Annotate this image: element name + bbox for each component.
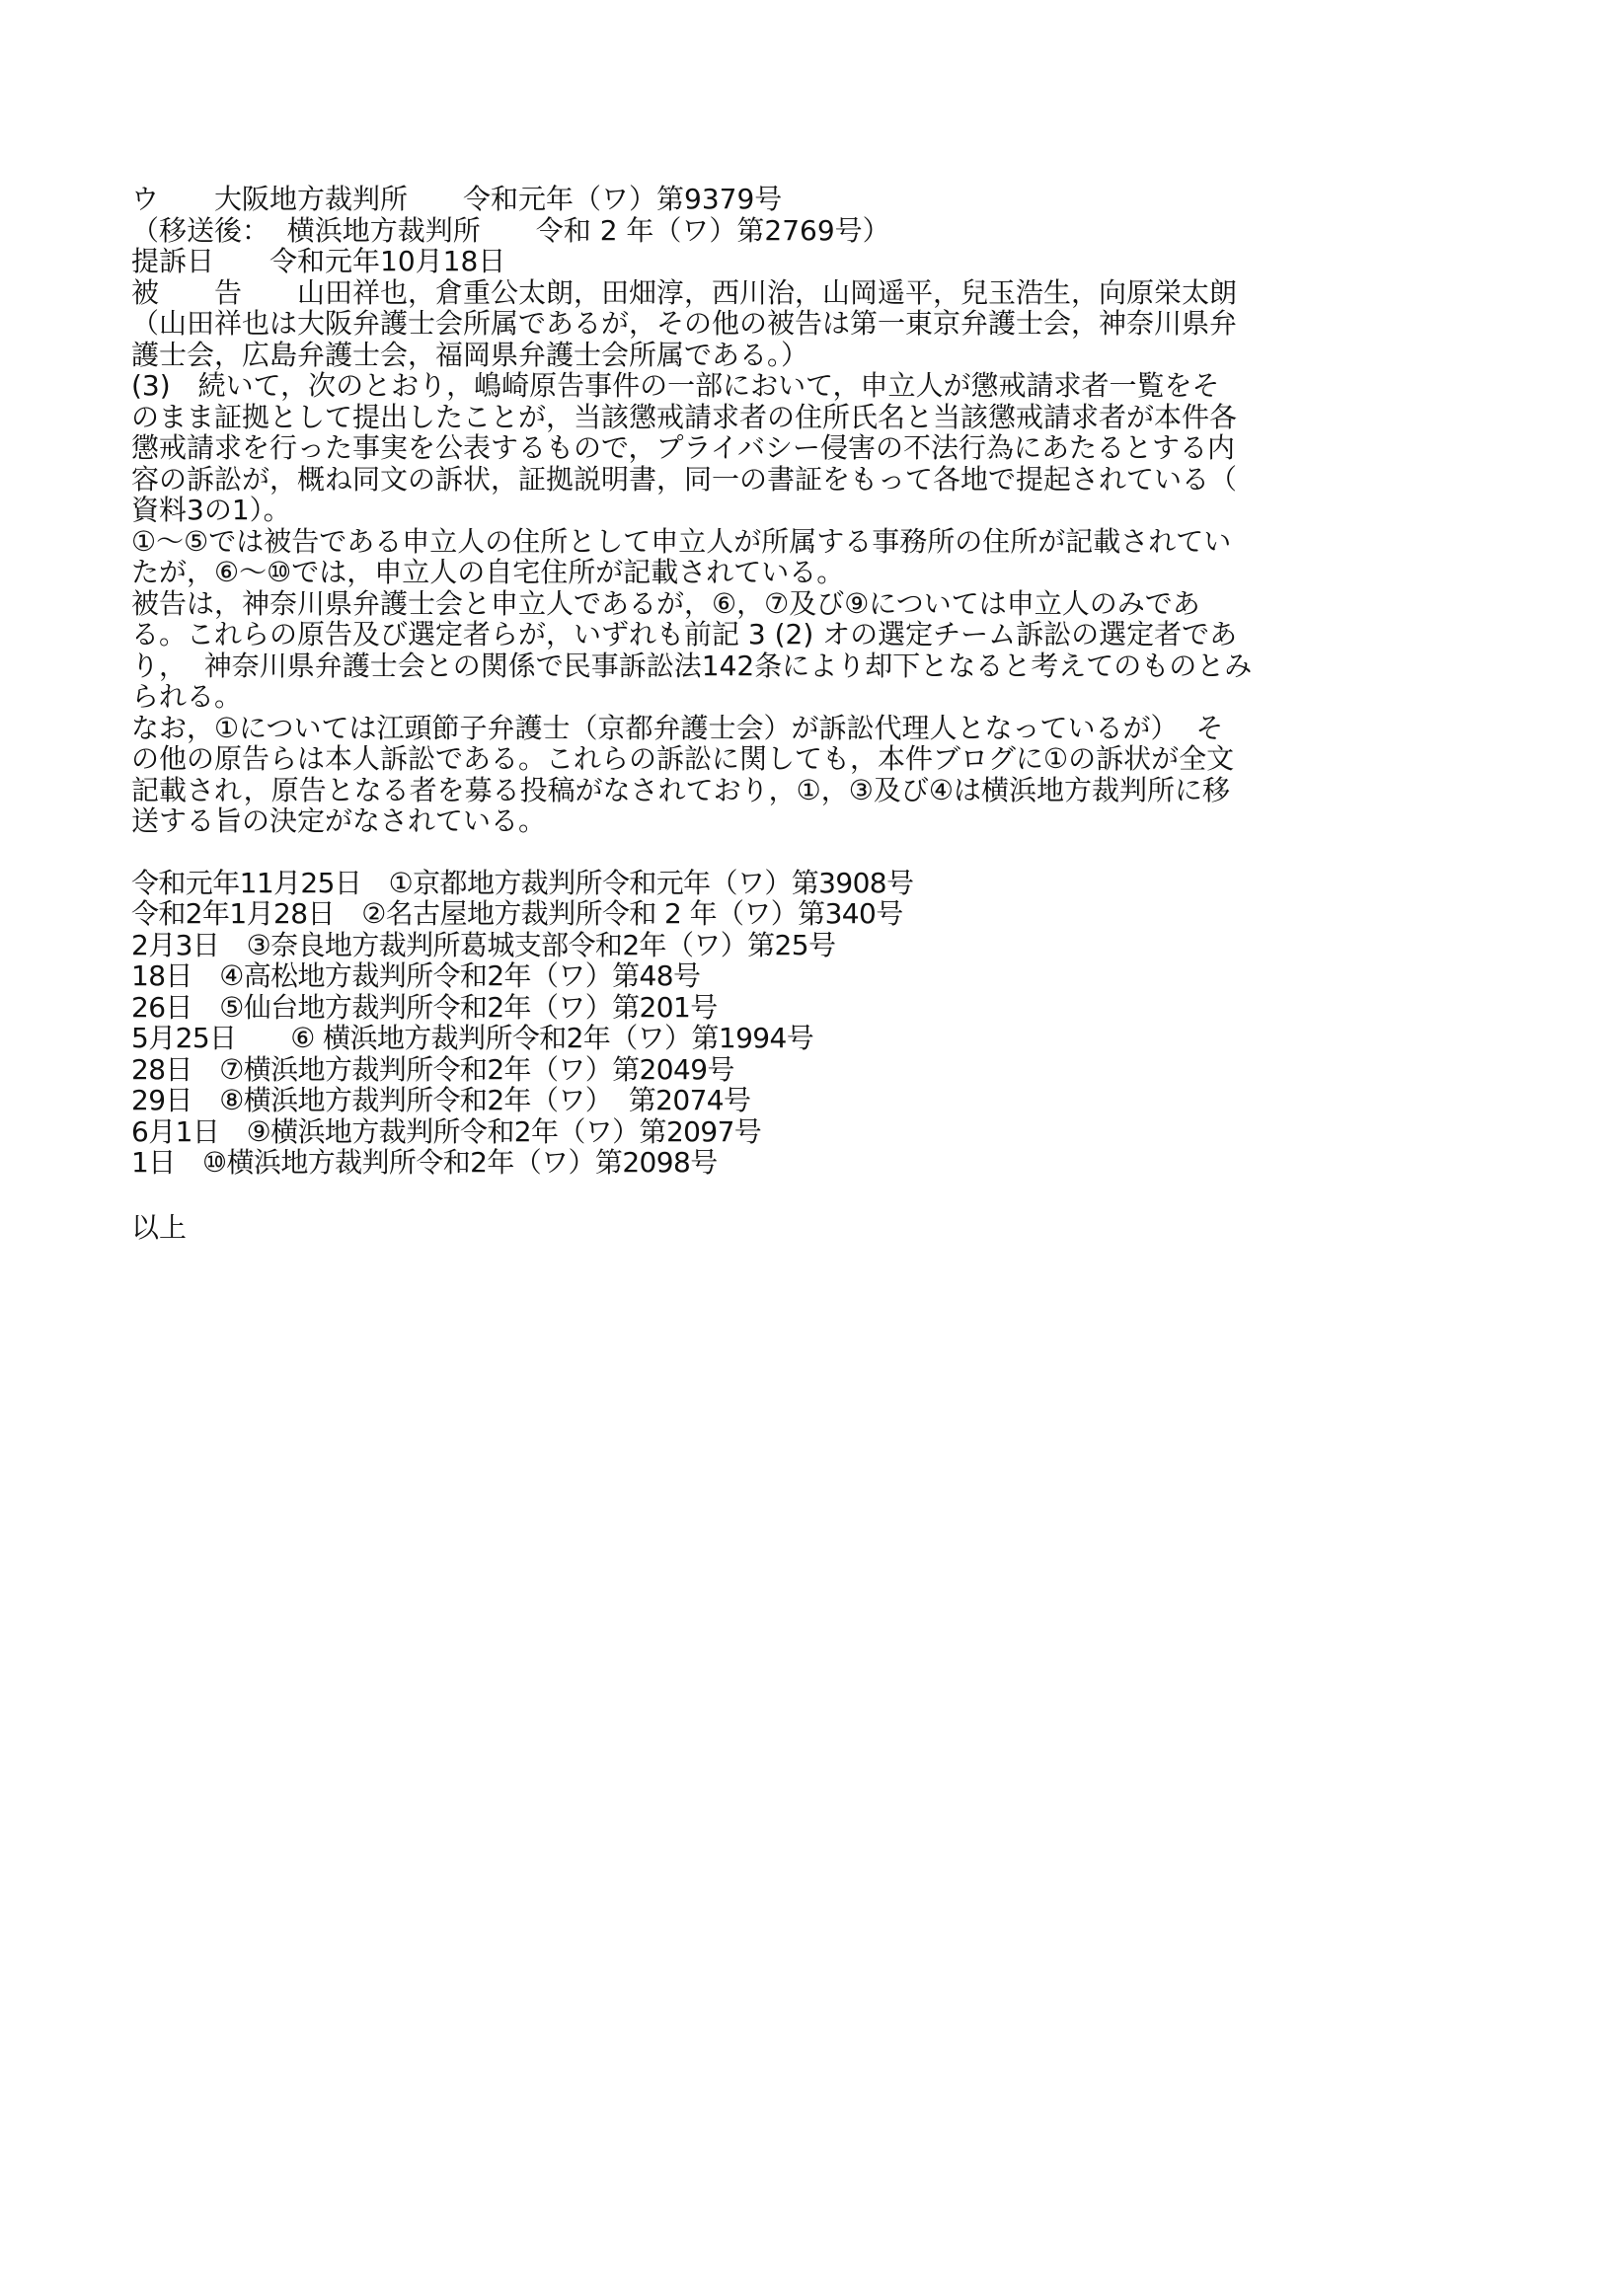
case-list-item: 29日 ⑧横浜地方裁判所令和2年（ワ） 第2074号 (131, 1084, 751, 1116)
section-gap (131, 837, 1459, 868)
case-list-item: 6月1日 ⑨横浜地方裁判所令和2年（ワ）第2097号 (131, 1114, 762, 1148)
case-list-item: 令和2年1月28日 ②名古屋地方裁判所令和 2 年（ワ）第340号 (131, 897, 903, 930)
paragraph-line: り， 神奈川県弁護士会との関係で民事訴訟法142条により却下となると考えてのものとみ (131, 649, 1253, 682)
case-list-item: 1日 ⑩横浜地方裁判所令和2年（ワ）第2098号 (131, 1146, 718, 1179)
case-list-item: 5月25日 ⑥ 横浜地方裁判所令和2年（ワ）第1994号 (131, 1022, 814, 1054)
paragraph-line: 資料3の1）。 (131, 494, 291, 526)
paragraph-address (131, 526, 1459, 588)
paragraph-line: たが，⑥～⑩では，申立人の自宅住所が記載されている。 (131, 556, 845, 588)
paragraph-line: る。これらの原告及び選定者らが，いずれも前記 3 (2) オの選定チーム訴訟の選定者であ (131, 618, 1238, 651)
case-list-item: 2月3日 ③奈良地方裁判所葛城支部令和2年（ワ）第25号 (131, 928, 836, 961)
filing-date-line: 提訴日 令和元年10月18日 (131, 245, 506, 277)
paragraph-line: ①～⑤では被告である申立人の住所として申立人が所属する事務所の住所が記載されてい (131, 524, 1232, 558)
paragraph-line: 送する旨の決定がなされている。 (131, 804, 547, 837)
document-body (131, 184, 1459, 1243)
case-list (131, 868, 1459, 1179)
case-list-item: 26日 ⑤仙台地方裁判所令和2年（ワ）第201号 (131, 990, 718, 1024)
paragraph-line: 記載され，原告となる者を募る投稿がなされており，①，③及び④は横浜地方裁判所に移 (131, 773, 1230, 806)
case-list-item: 28日 ⑦横浜地方裁判所令和2年（ワ）第2049号 (131, 1052, 734, 1086)
paragraph-defendant (131, 588, 1459, 713)
paragraph-line: られる。 (131, 680, 243, 713)
paragraph-line: のまま証拠として提出したことが，当該懲戒請求者の住所氏名と当該懲戒請求者が本件各 (131, 400, 1238, 433)
paragraph-line: 懲戒請求を行った事実を公表するもので，プライバシー侵害の不法行為にあたるとする内 (131, 431, 1236, 464)
case-list-item: 18日 ④高松地方裁判所令和2年（ワ）第48号 (131, 959, 701, 992)
case-list-item: 令和元年11月25日 ①京都地方裁判所令和元年（ワ）第3908号 (131, 866, 914, 899)
defendants-note-line: （山田祥也は大阪弁護士会所属であるが，その他の被告は第一東京弁護士会，神奈川県弁 (131, 307, 1238, 340)
paragraph-line: 容の訴訟が，概ね同文の訴状，証拠説明書，同一の書証をもって各地で提起されている（ (131, 462, 1238, 496)
transfer-line: （移送後： 横浜地方裁判所 令和 2 年（ワ）第2769号） (131, 213, 890, 247)
paragraph-line: (3) 続いて，次のとおり，嶋崎原告事件の一部において，申立人が懲戒請求者一覧をそ (131, 369, 1220, 402)
paragraph-line: の他の原告らは本人訴訟である。これらの訴訟に関しても，本件ブログに①の訴状が全文 (131, 742, 1235, 775)
paragraph-note (131, 713, 1459, 837)
case-line: ウ 大阪地方裁判所 令和元年（ワ）第9379号 (131, 183, 783, 215)
case-header (131, 184, 1459, 370)
paragraph-line: 被告は，神奈川県弁護士会と申立人であるが，⑥，⑦及び⑨については申立人のみであ (131, 586, 1200, 620)
paragraph-3 (131, 370, 1459, 526)
defendants-line: 被 告 山田祥也，倉重公太朗，田畑淳，西川治，山岡遥平，兒玉浩生，向原栄太朗 (131, 275, 1238, 309)
defendants-note-line: 護士会，広島弁護士会，福岡県弁護士会所属である。） (131, 338, 809, 371)
paragraph-line: なお，①については江頭節子弁護士（京都弁護士会）が訴訟代理人となっているが） そ (131, 711, 1224, 744)
closing-text: 以上 (131, 1210, 188, 1244)
